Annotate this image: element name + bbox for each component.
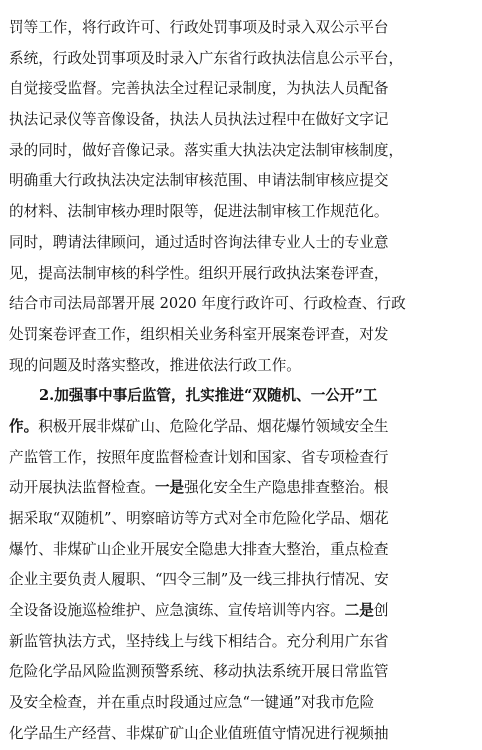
text-line (9, 688, 474, 719)
text-segment: 创 (373, 602, 389, 620)
bold-text-segment: 二是 (344, 602, 374, 620)
text-line (9, 105, 474, 136)
text-line (9, 657, 474, 688)
text-segment: 罚等工作，将行政许可、行政处罚事项及时录入双公示平台 (9, 19, 389, 36)
text-segment: 处罚案卷评查工作，组织相关业务科室开展案卷评查，对发 (9, 325, 389, 343)
text-segment: 系统，行政处罚事项及时录入广东省行政执法信息公示平台， (9, 49, 404, 67)
text-segment: 强化安全生产隐患排查整治。根 (184, 479, 389, 497)
text-segment: 现的问题及时落实整改，推进依法行政工作。 (9, 356, 301, 374)
text-segment: 录的同时，做好音像记录。落实重大执法决定法制审核制度， (9, 141, 404, 159)
text-segment: 及安全检查，并在重点时段通过应急“一键通”对我市危险 (9, 694, 375, 712)
text-segment: 同时，聘请法律顾问，通过适时咨询法律专业人士的专业意 (9, 233, 389, 251)
document-body (9, 13, 474, 750)
bold-text-segment: 一是 (154, 479, 185, 497)
text-line (9, 320, 474, 351)
bold-text-segment: 2.加强事中事后监管，扎实推进“双随机、一公开”工 (39, 387, 378, 405)
text-line (9, 596, 474, 627)
text-segment: 明确重大行政执法决定法制审核范围、申请法制审核应提交 (9, 172, 389, 190)
text-segment: 新监管执法方式，坚持线上与线下相结合。充分利用广东省 (9, 632, 389, 650)
text-line (9, 627, 474, 658)
text-line (9, 197, 474, 228)
text-line (9, 44, 474, 75)
text-line (9, 74, 474, 105)
text-line (9, 565, 474, 596)
text-line (9, 719, 474, 750)
text-segment: 自觉接受监督。完善执法全过程记录制度，为执法人员配备 (9, 80, 389, 98)
text-segment: 危险化学品风险监测预警系统、移动执法系统开展日常监管 (9, 663, 389, 681)
text-line (9, 443, 474, 474)
text-segment: 化学品生产经营、非煤矿矿山企业值班值守情况进行视频抽 (9, 724, 389, 742)
text-line (9, 13, 474, 44)
text-segment: 据采取“双随机”、明察暗访等方式对全市危险化学品、烟花 (9, 510, 389, 527)
text-line (9, 535, 474, 566)
text-segment: 的材料、法制审核办理时限等，促进法制审核工作规范化。 (9, 203, 389, 221)
text-line (9, 259, 474, 290)
text-segment: 执法记录仪等音像设备，执法人员执法过程中在做好文字记 (9, 111, 389, 129)
text-line (9, 351, 474, 382)
text-segment: 产监管工作，按照年度监督检查计划和国家、省专项检查行 (9, 448, 389, 466)
text-line (9, 412, 474, 443)
text-segment: 企业主要负责人履职、“四令三制”及一线三排执行情况、安 (9, 571, 389, 589)
bold-text-segment: 作。 (9, 417, 39, 435)
text-segment: 动开展执法监督检查。 (9, 479, 155, 497)
text-segment: 积极开展非煤矿山、危险化学品、烟花爆竹领域安全生 (38, 417, 389, 435)
text-line (9, 473, 474, 504)
text-segment: 结合市司法局部署开展 2020 年度行政许可、行政检查、行政 (9, 295, 406, 313)
text-line (9, 228, 474, 259)
text-line (9, 166, 474, 197)
text-line (9, 381, 474, 412)
text-segment: 爆竹、非煤矿山企业开展安全隐患大排查大整治，重点检查 (9, 540, 389, 558)
text-line (9, 289, 474, 320)
text-line (9, 504, 474, 535)
text-line (9, 136, 474, 167)
text-segment: 见，提高法制审核的科学性。组织开展行政执法案卷评查， (9, 264, 389, 282)
text-segment: 全设备设施巡检维护、应急演练、宣传培训等内容。 (9, 602, 345, 620)
